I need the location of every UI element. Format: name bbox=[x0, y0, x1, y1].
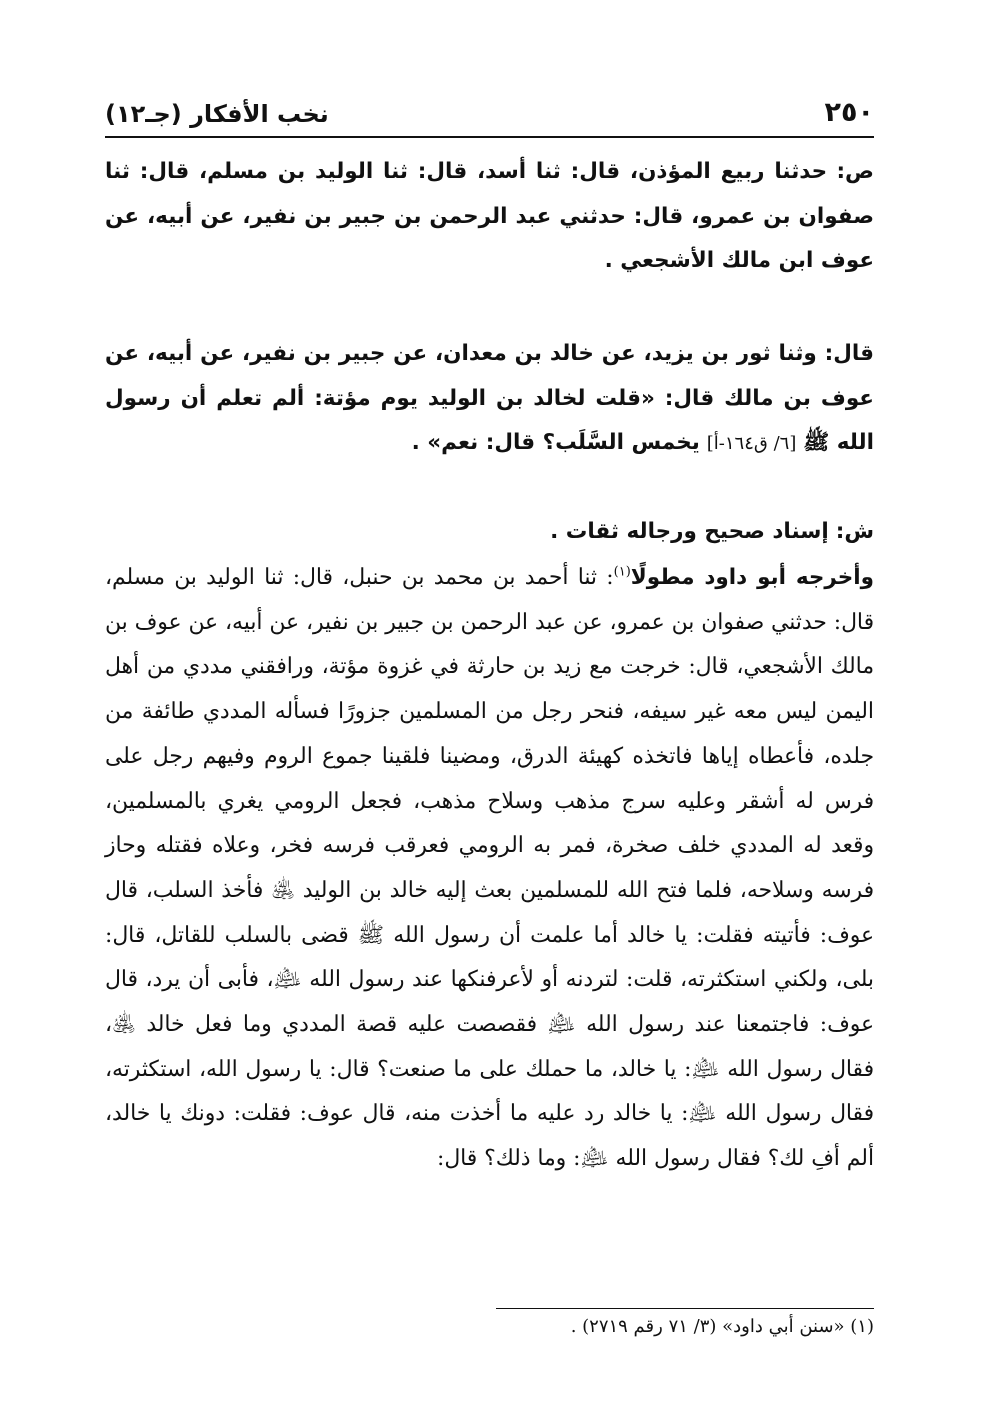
paragraph-shin bbox=[105, 510, 874, 555]
sad-label: ص: bbox=[836, 159, 874, 184]
qala-text-2: يخمس السَّلَب؟ قال: نعم» . bbox=[411, 430, 700, 456]
main-lead: وأخرجه أبو داود مطولًا bbox=[630, 565, 875, 590]
running-title: نخب الأفكار (جـ١٢) bbox=[105, 100, 329, 128]
footnote-rule bbox=[496, 1308, 874, 1309]
main-text: : ثنا أحمد بن محمد بن حنبل، قال: ثنا الوليد بن مسلم، قال: حدثني صفوان بن عمرو، عن عبد الرحمن بن جبير بن نفير، عن أبيه، عن عوف بن مالك الأشجعي، قال: خرجت مع زيد بن حارثة في غزوة مؤتة، ورافقني مددي من أهل اليمن ليس معه غير سيفه، فنحر رجل من المسلمين جزورًا فسأله المددي طائفة من جلده، فأعطاه إياها فاتخذه كهيئة الدرق، ومضينا فلقينا جموع الروم وفيهم رجل على فرس له أشقر وعليه سرج مذهب وسلاح مذهب، فجعل الرومي يغري بالمسلمين، وقعد له المددي خلف صخرة، فمر به الرومي فعرقب فرسه فخر، وعلاه فقتله وحاز فرسه وسلاحه، فلما فتح الله للمسلمين بعث إليه خالد بن الوليد ﵁ فأخذ السلب، قال عوف: فأتيته فقلت: يا خالد أما علمت أن رسول الله ﷺ قضى بالسلب للقاتل، قال: بلى، ولكني استكثرته، قلت: لتردنه أو لأعرفنكها عند رسول الله ﵇، فأبى أن يرد، قال عوف: فاجتمعنا عند رسول الله ﵇ فقصصت عليه قصة المددي وما فعل خالد ﵁، فقال رسول الله ﵇: يا خالد، ما حملك على ما صنعت؟ قال: يا رسول الله، استكثرته، فقال رسول الله ﵇: يا خالد رد عليه ما أخذت منه، قال عوف: فقلت: دونك يا خالد، ألم أفِ لك؟ فقال رسول الله ﵇: وما ذلك؟ قال: bbox=[105, 565, 874, 1172]
shin-text: إسناد صحيح ورجاله ثقات . bbox=[550, 519, 829, 544]
page-number: ٢٥٠ bbox=[824, 97, 874, 128]
footnote: (١) «سنن أبي داود» (٣/ ٧١ رقم ٢٧١٩) . bbox=[570, 1316, 874, 1337]
page-header bbox=[105, 88, 874, 128]
paragraph-qala bbox=[105, 332, 874, 510]
shin-label: ش: bbox=[835, 519, 874, 544]
manuscript-marker: [٦/ ق١٦٤-أ] bbox=[706, 433, 797, 455]
sad-text: حدثنا ربيع المؤذن، قال: ثنا أسد، قال: ثنا الوليد بن مسلم، قال: ثنا صفوان بن عمرو، قال: حدثني عبد الرحمن بن جبير بن نفير، عن أبيه، عن عوف ابن مالك الأشجعي . bbox=[105, 159, 874, 274]
header-rule bbox=[105, 136, 874, 138]
paragraph-main bbox=[105, 556, 874, 1182]
page-body bbox=[105, 150, 874, 1182]
qala-text-1: قال: وثنا ثور بن يزيد، عن خالد بن معدان، عن جبير بن نفير، عن أبيه، عن عوف بن مالك قال: «قلت لخالد بن الوليد يوم مؤتة: ألم تعلم أن رسول الله ﷺ bbox=[105, 341, 874, 456]
footnote-reference[interactable]: (١) bbox=[613, 564, 631, 580]
paragraph-sad bbox=[105, 150, 874, 328]
